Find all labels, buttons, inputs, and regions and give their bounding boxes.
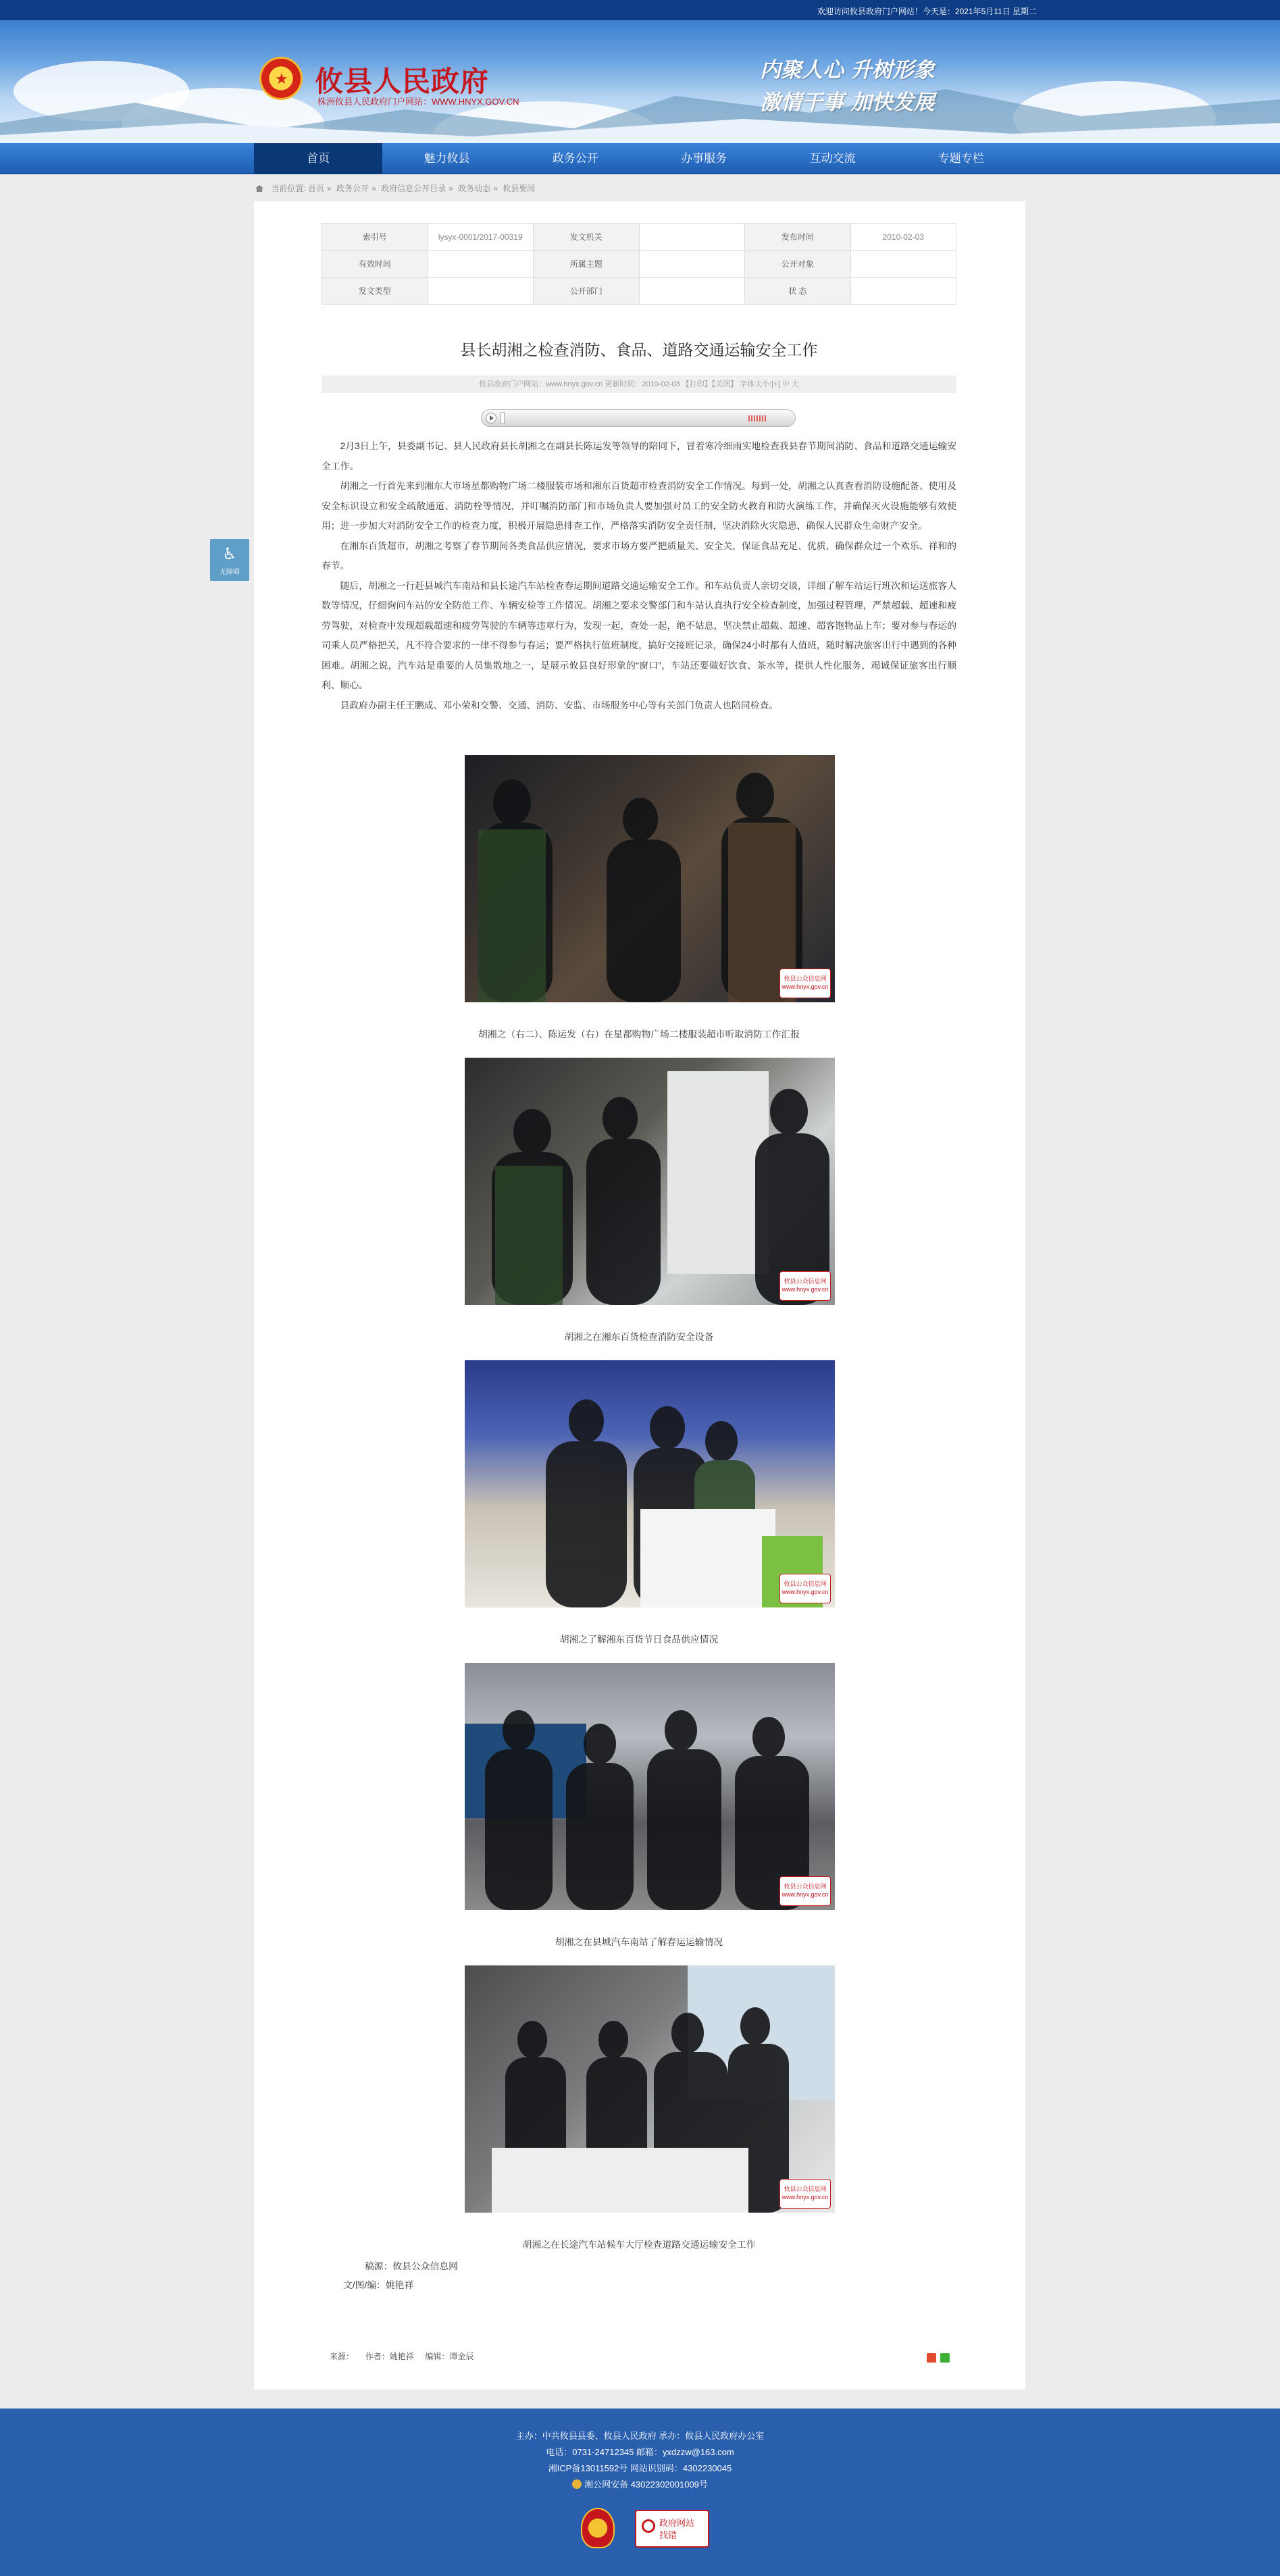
meta-label: 索引号 <box>322 224 428 251</box>
header-banner <box>0 20 1280 143</box>
meta-date-value: 2010-02-03 <box>850 224 956 251</box>
site-footer <box>0 2408 1280 2576</box>
meta-status-value <box>850 278 956 305</box>
photo-watermark: 攸县公众信息网 www.hnyx.gov.cn <box>779 1574 831 1603</box>
party-gov-badge-icon[interactable] <box>581 2508 615 2548</box>
meta-index-value: lysyx-0001/2017-00319 <box>428 224 534 251</box>
breadcrumb-prefix: 当前位置: <box>271 184 306 193</box>
meta-valid-value <box>428 251 534 278</box>
main-content <box>254 201 1025 2390</box>
photo-caption: 胡湘之在长途汽车站候车大厅检查道路交通运输安全工作 <box>522 2240 756 2250</box>
meta-label: 有效时间 <box>322 251 428 278</box>
article-title: 县长胡湘之检查消防、食品、道路交通运输安全工作 <box>460 341 818 359</box>
article-photo <box>465 1360 835 1607</box>
accessibility-label: 无障碍 <box>220 569 240 576</box>
article-photo <box>465 755 835 1002</box>
breadcrumb-county-news[interactable]: 攸县要闻 <box>503 184 536 193</box>
share-weibo-icon[interactable] <box>927 2353 936 2363</box>
footer-icp: 湘ICP备13011592号 网站识别码：4302230045 <box>548 2463 732 2473</box>
photo-caption: 胡湘之（右二）、陈运发（右）在星都购物广场二楼服装超市听取消防工作汇报 <box>478 1029 800 1039</box>
photo-caption: 胡湘之在县城汽车南站了解春运运输情况 <box>555 1937 723 1947</box>
photo-watermark: 攸县公众信息网 www.hnyx.gov.cn <box>779 1271 831 1301</box>
article-paragraph: 2月3日上午，县委副书记、县人民政府县长胡湘之在副县长陈运发等领导的陪同下，冒着寒冷细雨实地检查我县春节期间消防、食品和道路交通运输安全工作。 <box>322 441 956 471</box>
photo-people-figures <box>465 1360 835 1607</box>
meta-topic-value <box>639 251 745 278</box>
meta-label: 所属主题 <box>534 251 640 278</box>
article-body <box>322 436 956 715</box>
breadcrumb-gov-affairs[interactable]: 政务公开 <box>336 184 369 193</box>
main-nav-bar <box>0 143 1280 174</box>
meta-org-value <box>639 224 745 251</box>
meta-label: 公开部门 <box>534 278 640 305</box>
main-nav <box>254 143 1025 174</box>
photo-people-figures <box>465 1058 835 1305</box>
nav-item-topics[interactable]: 专题专栏 <box>938 152 984 165</box>
document-meta-table <box>322 223 956 305</box>
breadcrumb-catalog[interactable]: 政府信息公开目录 <box>381 184 446 193</box>
audio-player[interactable] <box>481 409 796 427</box>
footnote-author: 作者：姚艳祥 <box>365 2352 414 2361</box>
footer-police-text[interactable]: 湘公网安备 43022302001009号 <box>584 2479 708 2490</box>
volume-icon[interactable] <box>748 415 766 421</box>
photo-people-figures <box>465 755 835 1002</box>
wheelchair-icon: ♿ <box>222 545 237 563</box>
article-paragraph: 随后，胡湘之一行赶县城汽车南站和县长途汽车站检查春运期间道路交通运输安全工作。和车站负责人亲切交谈，详细了解车站运行班次和运送旅客人数等情况，仔细询问车站的安全防范工作、车辆安检等工作情况。胡湘之要求交警部门和车站认真执行安全检查制度，加强过程管理，严禁超载、超速和疲劳驾驶，对检查中发现超载超速和疲劳驾驶的车辆等违章行为，发现一起，查处一起，绝不姑息，坚决禁止超载、超速、超客饱物品上车；要对参与春运的司乘人员严格把关，凡不符合要求的一律不得参与春运；要严格执行值班制度，搞好交接班记录，确保24小时都有人值班，随时解决旅客出行中遇到的各种困难。胡湘之说，汽车站是重要的人员集散地之一，是展示攸县良好形象的“窗口”，车站还要做好饮食、茶水等，提供人性化服务，竭诚保证旅客出行顺利、顺心。 <box>322 580 956 690</box>
meta-label: 发文机关 <box>534 224 640 251</box>
slogan-line: 内聚人心 升树形象 <box>760 58 935 82</box>
progress-handle[interactable] <box>501 412 505 424</box>
footer-police <box>0 2477 1280 2490</box>
article-photo <box>465 1965 835 2213</box>
meta-dept-value <box>639 278 745 305</box>
meta-type-value <box>428 278 534 305</box>
footnote-source: 来源： <box>330 2352 355 2361</box>
site-subtitle: 株洲攸县人民政府门户网站：WWW.HNYX.GOV.CN <box>317 97 519 107</box>
article-paragraph: 胡湘之一行首先来到湘东大市场星都购物广场二楼服装市场和湘东百货超市检查消防安全工作情况。每到一处，胡湘之认真查看消防设施配备、使用及安全标识设立和安全疏散通道、消防栓等情况，并叮嘱消防部门和市场负责人要加强对员工的安全防火教育和防火演练工作，并确保灭火设施能够有效使用；进一步加大对消防安全工作的检查力度，积极开展隐患排查工作，严格落实消防安全责任制，坚决消除火灾隐患，确保人民群众生命财产安全。 <box>322 481 956 531</box>
home-icon <box>255 185 263 192</box>
footnote-editor: 编辑：谭金辰 <box>425 2352 474 2361</box>
article-info-bar: 攸县政府门户网站：www.hnyx.gov.cn 更新时间：2010-02-03 【打印】【关闭】 字体大小:[+] 中 大 <box>322 376 956 393</box>
source-credit: 稿源：攸县公众信息网 <box>365 2261 458 2271</box>
badge-line: 政府网站 <box>659 2518 695 2528</box>
footer-organizer: 主办：中共攸县县委、攸县人民政府 承办：攸县人民政府办公室 <box>515 2431 765 2441</box>
photo-caption: 胡湘之了解湘东百货节日食品供应情况 <box>559 1634 719 1645</box>
top-bar <box>0 0 1280 20</box>
photo-watermark: 攸县公众信息网 www.hnyx.gov.cn <box>779 2179 831 2209</box>
play-icon[interactable] <box>486 413 496 423</box>
photo-watermark: 攸县公众信息网 www.hnyx.gov.cn <box>779 1876 831 1906</box>
photo-people-figures <box>465 1965 835 2213</box>
breadcrumb-news[interactable]: 政务动态 <box>458 184 491 193</box>
photo-caption: 胡湘之在湘东百货检查消防安全设备 <box>564 1332 714 1342</box>
national-emblem-icon: ★ <box>259 57 303 100</box>
meta-label: 发布时间 <box>745 224 851 251</box>
nav-item-services[interactable]: 办事服务 <box>681 152 727 165</box>
slogan <box>760 54 935 119</box>
magnifier-icon <box>642 2519 655 2533</box>
police-badge-icon <box>572 2479 582 2489</box>
photo-people-figures <box>465 1663 835 1910</box>
meta-target-value <box>850 251 956 278</box>
nav-item-gov-affairs[interactable]: 政务公开 <box>552 152 598 165</box>
nav-item-charm[interactable]: 魅力攸县 <box>424 152 470 165</box>
article-photo <box>465 1663 835 1910</box>
article-paragraph: 县政府办副主任王鹏成、邓小荣和交警、交通、消防、安监、市场服务中心等有关部门负责人也陪同检查。 <box>340 700 779 711</box>
article-photo <box>465 1058 835 1305</box>
accessibility-button[interactable] <box>210 539 249 581</box>
meta-label: 公开对象 <box>745 251 851 278</box>
meta-label: 发文类型 <box>322 278 428 305</box>
article-paragraph: 在湘东百货超市，胡湘之考察了春节期间各类食品供应情况，要求市场方要严把质量关、安全关，保证食品充足、优质，确保群众过一个欢乐、祥和的春节。 <box>322 540 956 571</box>
breadcrumb: 当前位置: 首页 » 政务公开 » 政府信息公开目录 » 政务动态 » 攸县要闻 <box>254 177 1025 200</box>
nav-item-home[interactable]: 首页 <box>254 143 382 174</box>
site-title: 攸县人民政府 <box>315 65 490 98</box>
slogan-line: 激情干事 加快发展 <box>760 91 935 115</box>
breadcrumb-home[interactable]: 首页 <box>308 184 325 193</box>
article-footnote <box>330 2350 473 2362</box>
footer-contact: 电话：0731-24712345 邮箱：yxdzzw@163.com <box>546 2447 734 2457</box>
badge-line: 找错 <box>659 2530 677 2540</box>
nav-item-interaction[interactable]: 互动交流 <box>809 152 856 165</box>
photo-watermark: 攸县公众信息网 www.hnyx.gov.cn <box>779 969 831 998</box>
mountain-decoration <box>0 76 1280 143</box>
greeting-text: 欢迎访问攸县政府门户网站！今天是：2021年5月11日 星期二 <box>817 7 1037 16</box>
share-wechat-icon[interactable] <box>940 2353 950 2363</box>
meta-label: 状 态 <box>745 278 851 305</box>
author-credit: 文/图/编：姚艳祥 <box>343 2280 414 2290</box>
gov-site-error-badge[interactable] <box>635 2510 709 2548</box>
